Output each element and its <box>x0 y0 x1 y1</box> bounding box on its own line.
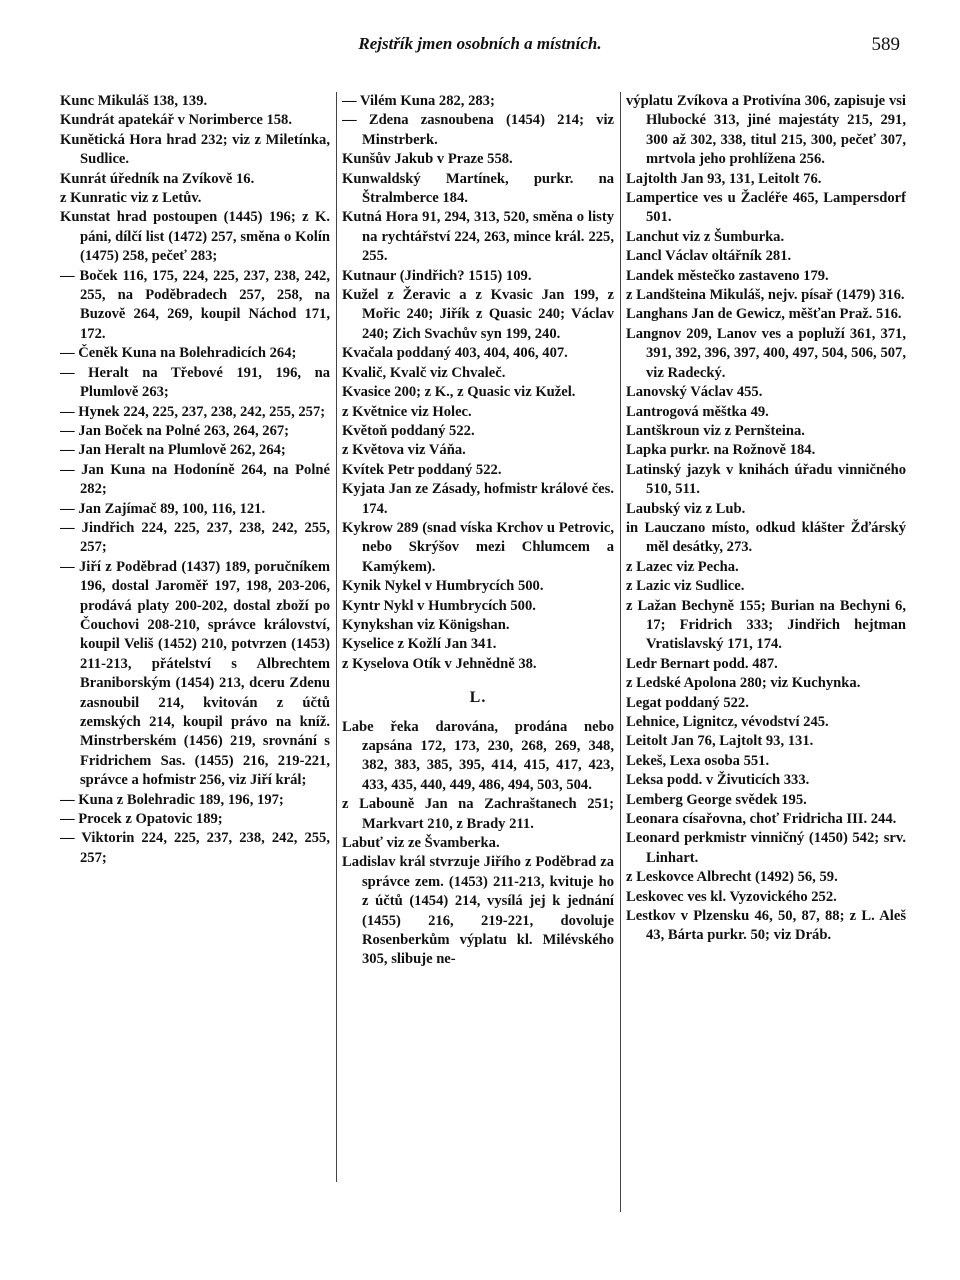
index-entry: — Jiří z Poděbrad (1437) 189, poručníkem 196, dostal Jaroměř 197, 198, 203-206, prodává platy 200-202, dostal zboží po Čouchovi 208-210, správce království, koupil Veliš (1452) 210, potvrzen (1453) 211-213, přátelství s Albrechtem Braniborským (1454) 213, dceru Zdenu zasnoubil 214, kvitován z účtů zemských 214, koupil právo na kníž. Minstrberském (1456) 219, srovnání s Fridrichem Sas. (1455) 216, 219-221, správce a hofmistr 256, viz Jiří král; <box>60 558 330 789</box>
index-entry: Landek městečko zastaveno 179. <box>626 267 829 284</box>
index-entry: Květoň poddaný 522. <box>342 422 475 439</box>
index-column-3 <box>626 92 906 1262</box>
index-entry: Kutnaur (Jindřich? 1515) 109. <box>342 267 532 284</box>
index-entry: Leonara císařovna, choť Fridricha III. 244. <box>626 811 897 828</box>
index-entry: Lantškroun viz z Pernšteina. <box>626 422 805 439</box>
index-entry: Langhans Jan de Gewicz, měšťan Praž. 516. <box>626 306 902 323</box>
index-entry: z Labouně Jan na Zachraštanech 251; Markvart 210, z Brady 211. <box>342 796 614 832</box>
index-entry: Kyntr Nykl v Humbrycích 500. <box>342 597 536 614</box>
index-column-2 <box>342 92 614 1262</box>
index-entry: Kunc Mikuláš 138, 139. <box>60 93 208 109</box>
index-entry: Ladislav král stvrzuje Jiřího z Poděbrad za správce zem. (1453) 211-213, kvituje ho z účtů (1454) 214, vysílá jej k jednání (1455) 216, 219-221, dovoluje Rosenberkům výplatu kl. Milévského 305, slibuje ne- <box>342 854 614 968</box>
index-entry: Kunětická Hora hrad 232; viz z Miletínka, Sudlice. <box>60 131 330 168</box>
index-entry: — Jindřich 224, 225, 237, 238, 242, 255, 257; <box>60 519 330 556</box>
index-entry: — Jan Zajímač 89, 100, 116, 121. <box>60 500 266 517</box>
column-divider <box>336 92 337 1182</box>
index-entry: Leitolt Jan 76, Lajtolt 93, 131. <box>626 733 814 750</box>
index-entry: Kvalič, Kvalč viz Chvaleč. <box>342 364 506 381</box>
index-entry: Kyjata Jan ze Zásady, hofmistr králové čes. 174. <box>342 481 614 517</box>
index-entry: z Lazic viz Sudlice. <box>626 578 745 595</box>
index-entry: — Vilém Kuna 282, 283; <box>342 93 495 109</box>
index-entry: z Ledské Apolona 280; viz Kuchynka. <box>626 675 861 692</box>
index-entry: Lekeš, Lexa osoba 551. <box>626 752 770 769</box>
index-entry: výplatu Zvíkova a Protivína 306, zapisuje vsi Hlubocké 313, jiné majestáty 215, 291, 300 až 302, 338, titul 215, 300, pečeť 307, mrtvola jeho prohlížena 256. <box>626 93 906 168</box>
index-entry: Kynykshan viz Königshan. <box>342 616 510 633</box>
index-entry: Langnov 209, Lanov ves a popluží 361, 371, 391, 392, 396, 397, 400, 497, 504, 506, 507, viz Radecký. <box>626 325 906 381</box>
index-entry: Lapka purkr. na Rožnově 184. <box>626 442 816 459</box>
index-entry: Kunwaldský Martínek, purkr. na Štralmberce 184. <box>342 170 614 207</box>
index-entry: Kvasice 200; z K., z Quasic viz Kužel. <box>342 384 576 401</box>
index-entry: Lestkov v Plzensku 46, 50, 87, 88; z L. Aleš 43, Bárta purkr. 50; viz Dráb. <box>626 908 906 944</box>
index-entry: — Viktorin 224, 225, 237, 238, 242, 255, 257; <box>60 830 330 866</box>
index-entry: z Leskovce Albrecht (1492) 56, 59. <box>626 869 838 886</box>
index-entry: Kundrát apatekář v Norimberce 158. <box>60 112 292 129</box>
index-entry: Kužel z Žeravic a z Kvasic Jan 199, z Mořic 240; Jiřík z Quasic 240; Václav 240; Zich Svachův syn 199, 240. <box>342 287 614 342</box>
index-entry: Latinský jazyk v knihách úřadu vinničného 510, 511. <box>626 461 906 498</box>
index-entry: — Hynek 224, 225, 237, 238, 242, 255, 257; <box>60 403 326 420</box>
index-entry: z Květnice viz Holec. <box>342 403 472 420</box>
page-header <box>60 34 900 64</box>
index-entry: Labuť viz ze Švamberka. <box>342 835 500 852</box>
index-entry: Kynik Nykel v Humbrycích 500. <box>342 578 544 595</box>
page-number: 589 <box>871 34 900 55</box>
index-entry: — Heralt na Třebové 191, 196, na Plumlově 263; <box>60 364 330 401</box>
index-entry: Labe řeka darována, prodána nebo zapsána 172, 173, 230, 268, 269, 348, 382, 383, 385, 395, 414, 415, 417, 423, 433, 435, 440, 449, 486, 494, 503, 504. <box>342 718 614 793</box>
index-entry: — Procek z Opatovic 189; <box>60 811 223 828</box>
index-entry: Kunstat hrad postoupen (1445) 196; z K. páni, dílčí list (1472) 257, směna o Kolín (1475) 258, pečeť 283; <box>60 209 330 265</box>
index-entry: z Květova viz Váňa. <box>342 442 466 459</box>
index-entry: Leksa podd. v Živuticích 333. <box>626 772 810 789</box>
index-entry: z Lazec viz Pecha. <box>626 558 739 575</box>
section-letter-heading: L. <box>469 689 487 707</box>
index-entry: — Boček 116, 175, 224, 225, 237, 238, 242, 255, na Poděbradech 257, 258, na Buzově 264, 269, koupil Náchod 171, 172. <box>60 267 330 342</box>
index-entry: Lantrogová měštka 49. <box>626 403 769 420</box>
index-entry: Ledr Bernart podd. 487. <box>626 655 778 672</box>
index-entry: — Jan Kuna na Hodoníně 264, na Polné 282; <box>60 461 330 498</box>
index-entry: Leskovec ves kl. Vyzovického 252. <box>626 888 837 905</box>
index-entry: z Landšteina Mikuláš, nejv. písař (1479) 316. <box>626 287 905 304</box>
index-entry: Laubský viz z Lub. <box>626 500 746 517</box>
index-entry: Lehnice, Lignitcz, vévodství 245. <box>626 714 829 730</box>
running-title: Rejstřík jmen osobních a místních. <box>358 34 602 53</box>
index-entry: Leonard perkmistr vinničný (1450) 542; srv. Linhart. <box>626 830 906 866</box>
index-entry: Kutná Hora 91, 294, 313, 520, směna o listy na rychtářství 224, 263, mince král. 225, 255. <box>342 209 614 265</box>
index-entry: Lemberg George svědek 195. <box>626 791 807 808</box>
index-entry: Kvítek Petr poddaný 522. <box>342 461 502 478</box>
index-entry: Lajtolth Jan 93, 131, Leitolt 76. <box>626 170 822 187</box>
index-entry: z Kunratic viz z Letův. <box>60 190 202 207</box>
index-entry: Lampertice ves u Žacléře 465, Lampersdorf 501. <box>626 190 906 226</box>
index-entry: Lanovský Václav 455. <box>626 384 763 401</box>
index-column-1 <box>60 92 330 1262</box>
index-entry: — Jan Boček na Polné 263, 264, 267; <box>60 422 290 439</box>
index-entry: Kunšův Jakub v Praze 558. <box>342 151 513 168</box>
column-divider <box>620 92 621 1212</box>
index-columns <box>60 92 906 1262</box>
index-entry: Kvačala poddaný 403, 404, 406, 407. <box>342 345 568 362</box>
index-entry: — Čeněk Kuna na Bolehradicích 264; <box>60 345 297 362</box>
index-entry: — Kuna z Bolehradic 189, 196, 197; <box>60 791 284 808</box>
index-entry: Lancl Václav oltářník 281. <box>626 248 792 265</box>
index-entry: Kunrát úředník na Zvíkově 16. <box>60 170 255 187</box>
index-entry: in Lauczano místo, odkud klášter Žďárský měl desátky, 273. <box>626 519 906 556</box>
index-entry: Lanchut viz z Šumburka. <box>626 228 785 245</box>
index-entry: — Zdena zasnoubena (1454) 214; viz Minstrberk. <box>342 112 614 148</box>
index-entry: Legat poddaný 522. <box>626 694 749 711</box>
index-entry: — Jan Heralt na Plumlově 262, 264; <box>60 442 286 459</box>
index-entry: z Kyselova Otík v Jehnědně 38. <box>342 655 537 672</box>
index-entry: Kyselice z Kožlí Jan 341. <box>342 636 497 653</box>
index-entry: Kykrow 289 (snad víska Krchov u Petrovic, nebo Skrýšov mezi Chlumcem a Kamýkem). <box>342 519 614 575</box>
index-entry: z Lažan Bechyně 155; Burian na Bechyni 6, 17; Fridrich 333; Jindřich hejtman Vratislavský 171, 174. <box>626 597 906 653</box>
